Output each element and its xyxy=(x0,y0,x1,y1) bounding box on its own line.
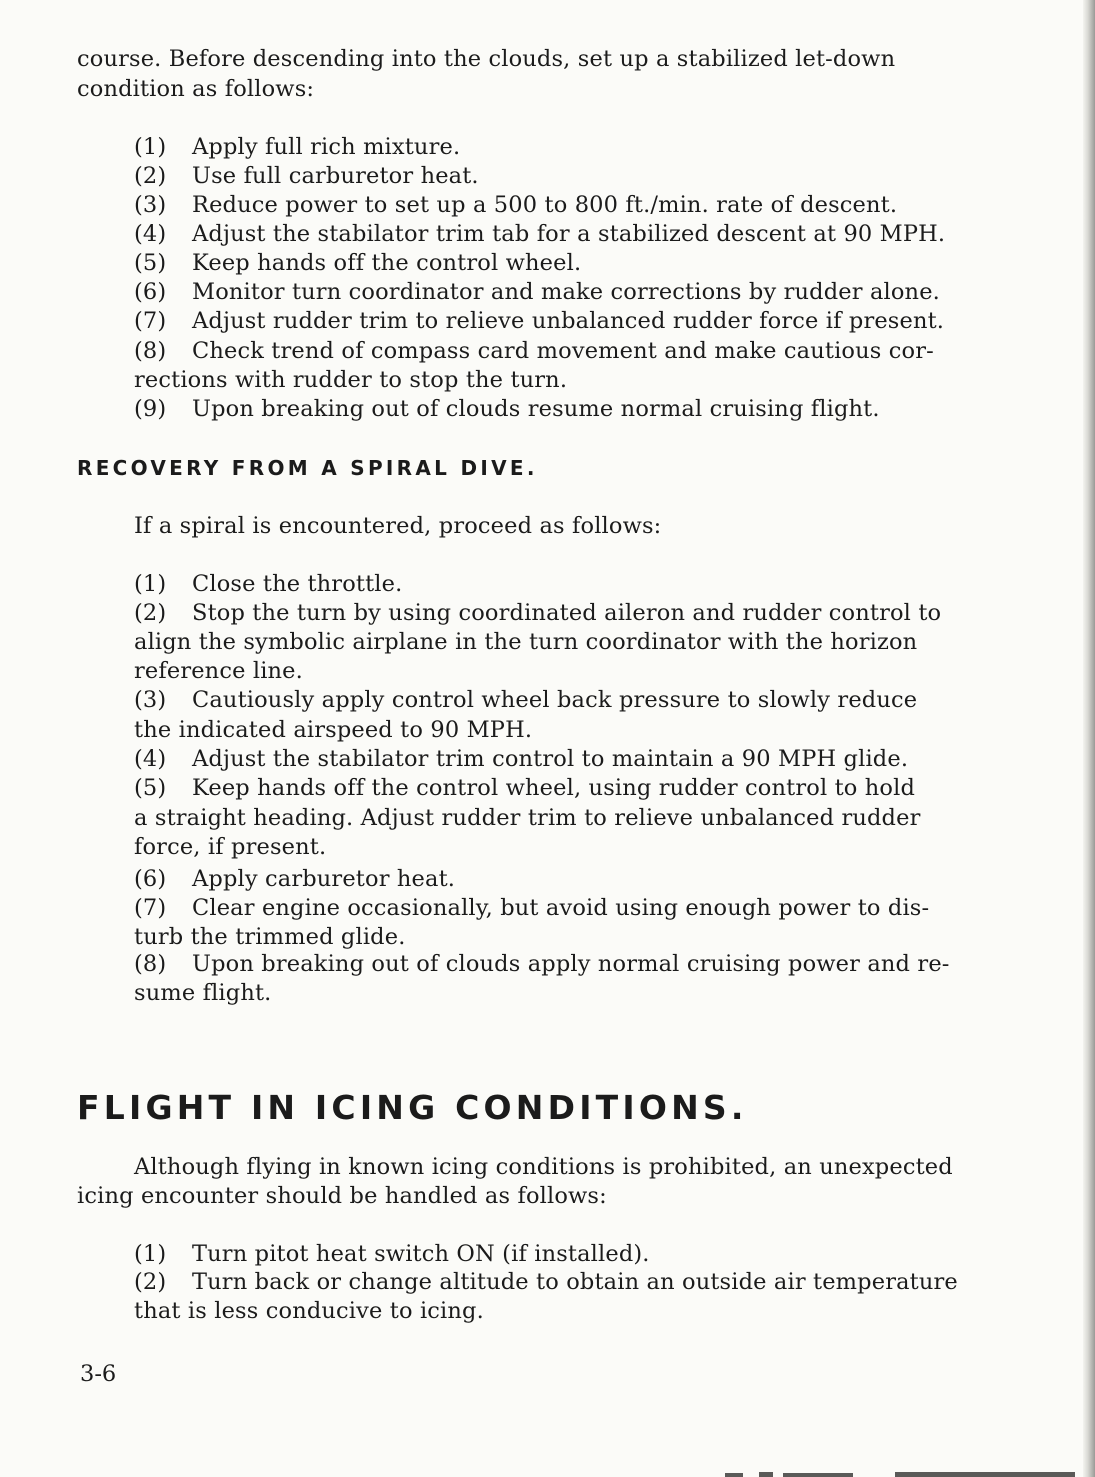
step-number: (2) xyxy=(134,1269,167,1295)
step-text: Turn back or change altitude to obtain an outside air temperature xyxy=(192,1269,958,1295)
step-number: (3) xyxy=(134,192,167,218)
step-text: Stop the turn by using coordinated aileron and rudder control to xyxy=(192,600,942,626)
list-item xyxy=(134,894,929,924)
list-item xyxy=(134,191,897,221)
step-text: Close the throttle. xyxy=(192,571,403,597)
page-binding-edge xyxy=(1083,0,1095,1477)
step-number: (4) xyxy=(134,746,167,772)
list-item-continuation: turb the trimmed glide. xyxy=(134,924,406,950)
step-text: Cautiously apply control wheel back pressure to slowly reduce xyxy=(192,687,918,713)
list-item xyxy=(134,570,402,600)
list-item-continuation: rections with rudder to stop the turn. xyxy=(134,367,568,393)
step-number: (8) xyxy=(134,951,167,977)
list-item xyxy=(134,249,581,279)
list-item xyxy=(134,278,940,308)
spiral-intro: If a spiral is encountered, proceed as follows: xyxy=(134,513,662,539)
step-text: Apply carburetor heat. xyxy=(192,866,456,892)
list-item xyxy=(134,220,945,250)
list-item-continuation: a straight heading. Adjust rudder trim to relieve unbalanced rudder xyxy=(134,805,921,831)
step-number: (1) xyxy=(134,571,167,597)
list-item-continuation: align the symbolic airplane in the turn coordinator with the horizon xyxy=(134,629,918,655)
list-item xyxy=(134,337,934,367)
step-text: Keep hands off the control wheel, using rudder control to hold xyxy=(192,775,916,801)
list-item-continuation: sume flight. xyxy=(134,980,272,1006)
step-text: Clear engine occasionally, but avoid using enough power to dis- xyxy=(192,895,930,921)
step-number: (8) xyxy=(134,338,167,364)
list-item xyxy=(134,1268,958,1298)
step-number: (1) xyxy=(134,134,167,160)
list-item xyxy=(134,865,455,895)
scan-edge-marks xyxy=(725,1471,1085,1477)
step-text: Adjust the stabilator trim control to maintain a 90 MPH glide. xyxy=(192,746,909,772)
step-text: Check trend of compass card movement and make cautious cor- xyxy=(192,338,934,364)
list-item-continuation: that is less conducive to icing. xyxy=(134,1298,484,1324)
list-item-continuation: the indicated airspeed to 90 MPH. xyxy=(134,717,533,743)
step-number: (5) xyxy=(134,775,167,801)
step-number: (6) xyxy=(134,866,167,892)
icing-intro-line-1: Although flying in known icing conditions is prohibited, an unexpected xyxy=(134,1154,953,1180)
step-number: (9) xyxy=(134,396,167,422)
step-number: (4) xyxy=(134,221,167,247)
list-item xyxy=(134,133,460,163)
step-number: (7) xyxy=(134,308,167,334)
step-text: Upon breaking out of clouds apply normal cruising power and re- xyxy=(192,951,950,977)
step-number: (2) xyxy=(134,163,167,189)
page-number: 3-6 xyxy=(80,1361,117,1387)
step-text: Keep hands off the control wheel. xyxy=(192,250,582,276)
step-number: (6) xyxy=(134,279,167,305)
icing-intro-line-2: icing encounter should be handled as follows: xyxy=(77,1183,607,1209)
step-number: (2) xyxy=(134,600,167,626)
list-item-continuation: reference line. xyxy=(134,658,303,684)
step-text: Adjust rudder trim to relieve unbalanced rudder force if present. xyxy=(192,308,945,334)
list-item xyxy=(134,395,880,425)
list-item xyxy=(134,1240,650,1270)
step-text: Turn pitot heat switch ON (if installed). xyxy=(192,1241,650,1267)
icing-heading: FLIGHT IN ICING CONDITIONS. xyxy=(77,1088,748,1127)
step-number: (7) xyxy=(134,895,167,921)
list-item xyxy=(134,686,917,716)
list-item xyxy=(134,774,915,804)
step-text: Adjust the stabilator trim tab for a stabilized descent at 90 MPH. xyxy=(192,221,946,247)
list-item-continuation: force, if present. xyxy=(134,834,327,860)
list-item xyxy=(134,307,944,337)
step-text: Use full carburetor heat. xyxy=(192,163,479,189)
list-item xyxy=(134,599,941,629)
list-item xyxy=(134,745,908,775)
step-text: Reduce power to set up a 500 to 800 ft./min. rate of descent. xyxy=(192,192,898,218)
list-item xyxy=(134,162,479,192)
step-number: (3) xyxy=(134,687,167,713)
step-text: Monitor turn coordinator and make corrections by rudder alone. xyxy=(192,279,940,305)
intro-line-1: course. Before descending into the clouds, set up a stabilized let-down xyxy=(77,46,896,72)
step-text: Upon breaking out of clouds resume normal cruising flight. xyxy=(192,396,880,422)
list-item xyxy=(134,950,950,980)
step-number: (1) xyxy=(134,1241,167,1267)
step-number: (5) xyxy=(134,250,167,276)
spiral-dive-heading: RECOVERY FROM A SPIRAL DIVE. xyxy=(77,456,538,480)
intro-line-2: condition as follows: xyxy=(77,76,315,102)
step-text: Apply full rich mixture. xyxy=(192,134,461,160)
